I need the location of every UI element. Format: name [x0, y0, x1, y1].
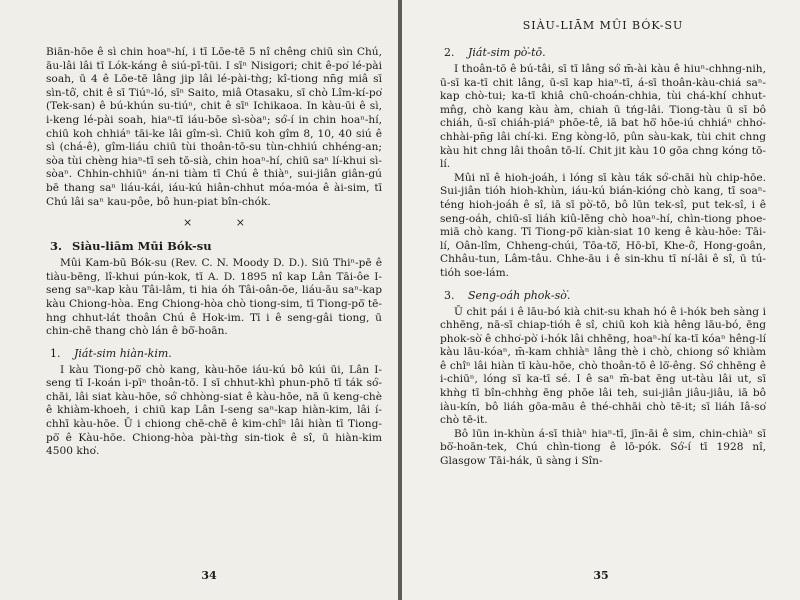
- section-intro-paragraph: Mûi Kam-bū Bók-su (Rev. C. N. Moody D. D.). Siū Thiⁿ-pē ê tiàu-bēng, lî-khui pún-kok, tī A. D. 1895 nî kap Lân Tāi-ôe I-seng saⁿ-kap kàu Tâi-lâm, ti hia óh Tâi-oân-ōe, liáu-āu saⁿ-kap kàu Chiong-hòa. Eng Chiong-hòa chò tiong-sim, tī Tiong-pō͘ tē-hng chhut-lát thoân Chú ê Hok-im. Tī i ê seng-gâi tiong, ū chin-chē thang chò lán ê bō͘-hoān.: [46, 257, 382, 338]
- subsection-title: Seng-oáh phok-sò͘.: [468, 288, 571, 302]
- running-header: SIÀU-LIĀM MÛI BÓK-SU: [522, 19, 684, 32]
- body-paragraph: Bô lūn in-khùn á-sī thiàⁿ hiaⁿ-tī, jīn-āi ê sim, chin-chiàⁿ sī bō͘-hoān-tek, Chú chìn-tiong ê lō-pók. Só͘-í tī 1928 nî, Glasgow Tāi-hák, ū sàng i Sîn-: [440, 427, 766, 468]
- left-page: [0, 0, 398, 600]
- page-number-left: 34: [201, 569, 217, 582]
- subsection-title: Jiát-sim pò͘-tō.: [468, 46, 546, 59]
- body-paragraph: I thoân-tō ê bú-tâi, sī tī lâng só͘ m̄-ài kàu ê hiuⁿ-chhng-nih, ū-sī ka-tī chit lâng, ū-sī kap hiaⁿ-tī, á-sī thoân-kàu-chiá saⁿ-kap chò-tui; ka-tī khiâ chū-choán-chhia, tùi chá-khí chhut-mn̂g, chò kang kàu àm, chiah ū tńg-lâi. Tiong-tàu ū sī bô chiáh, ū-sī chiáh-piáⁿ phōe-tê, iā bat hō͘ hōe-iú chhiáⁿ chho͘-chhài-pn̄g lâi chí-ki. Eng kòng-lō, pûn sàu-kak, tùi chit chng kàu hit chng lâi thoân tō-lí. Chit jit kàu 10 gōa chng kóng tō-lí.: [440, 63, 766, 171]
- section-separator: × ×: [183, 216, 245, 230]
- subsection-heading-3: [444, 289, 766, 302]
- subsection-heading-2: [444, 46, 766, 59]
- subsection-paragraph: I kàu Tiong-pō͘ chò kang, kàu-hōe iáu-kú bô kúi ūi, Lân I-seng tī I-koán i-pīⁿ thoân-tō. I sī chhut-khì phun-phō tī ták só͘-chāi, lâi siat kàu-hōe, só͘ chhòng-siat ê kàu-hōe, nā ū keng-chè ê khiàm-khoeh, i chiū kap Lân I-seng saⁿ-kap hiàn-kim, lâi í-chhī kàu-hōe. Ū i chiong chē-chē ê kim-chîⁿ lâi hiàn tī Tiong-pō͘ ê Kàu-hōe. Chiong-hòa pài-tǹg sin-tiok ê sî, ū hiàn-kim 4500 kho͘.: [46, 363, 382, 458]
- subsection-title: Jiát-sim hiàn-kim.: [74, 346, 172, 360]
- section-title: Siàu-liām Mūi Bók-su: [72, 239, 212, 254]
- subsection-number: 1.: [50, 346, 61, 360]
- section-number: 3.: [50, 239, 63, 254]
- right-page: [402, 0, 800, 600]
- page-number-right: 35: [593, 569, 609, 582]
- body-paragraph: Mûi nī ê hioh-joáh, i lóng sī kàu ták só͘-chāi hù chip-hōe. Sui-jiân tióh hioh-khùn, iáu-kú bián-kióng chò kang, tī soaⁿ-téng hioh-joáh ê sî, iā sī pò͘-tō, bô lūn tek-sî, put tek-sî, i ê seng-oáh, chiū-sī liáh kiû-lēng chò hoaⁿ-hí, chìn-tiong phoe-miā chò kang. Tī Tiong-pō͘ kiàn-siat 10 keng ê kàu-hōe: Tāi-lí, Oân-lîm, Chheng-chúi, Tōa-tō͘, Hō-bī, Khe-ô͘, Hong-goân, Chhâu-tun, Lâm-tâu. Chhe-āu i ê sin-khu tī ní-lâi ê sî, ū tú-tióh soe-lám.: [440, 171, 766, 279]
- subsection-heading: [50, 347, 382, 360]
- continued-paragraph: Biān-hōe ê sì chin hoaⁿ-hí, i tī Lōe-tē 5 nî chêng chiū sìn Chú, āu-lâi lâi tī Lók-káng ê siú-pī-tūi. I sīⁿ Nisigori; chit ê-po͘ lé-pài soah, ū 4 ê Lōe-tē lâng jip lâi lé-pài-tǹg; kî-tiong nn̄g miâ sī sìn-tô͘, chit ê sī Tiúⁿ-ló, sīⁿ Saito, miâ Otasaku, sī chò Lîm-kí-po͘ (Tek-san) ê bú-khún su-tiúⁿ, chit ê sīⁿ Ichikaoa. In kàu-ūi ê sì, i-keng lé-pài soah, hiaⁿ-tī iáu-bōe sì-sòaⁿ; só͘-í in chin hoaⁿ-hí, chiū koh chhiáⁿ tāi-ke lâi gîm-sì. Chiū koh gîm 8, 10, 40 siú ê sì (chá-ê), gîm-liáu chiū tùi thoân-tō-su tùn-chhiú chhéng-an; sòa tùi chèng hiaⁿ-tī seh tō-sià, chin hoaⁿ-hí, chiū saⁿ lí-khui sì-sòaⁿ. Chhin-chhiūⁿ án-ni tiàm tī Chú ê thiàⁿ, sui-jiân giân-gú bē thang saⁿ liáu-kái, iáu-kú hiân-chhut móa-móa ê ài-sim, tī Chú lâi saⁿ kau-pôe, bô hun-piat bîn-chók.: [46, 46, 382, 208]
- body-paragraph: Ū chit pái i ê lāu-bó kià chit-su khah hó ê i-hók beh sàng i chhēng, nā-sī chiap-tióh ê sî, chiū koh kià hêng lāu-bó, ēng phok-sò͘ ê chho͘-pò͘ i-hók lâi chhēng, hoaⁿ-hí ka-tī kóaⁿ hêng-lí kàu lāu-kóaⁿ, m̄-kam chhiàⁿ lâng thè i chò, chiong só͘ khiàm ê chîⁿ lâi hiàn tī kàu-hōe, chò thoân-tō ê lō͘-êng. Só͘ chhēng ê i-chiūⁿ, lóng sī ka-tī sé. I ê saⁿ m̄-bat ēng ut-tàu lâi ut, sī khǹg tī bîn-chhǹg ēng phōe lâi teh, sui-jiân jiâu-jiâu, iā bô iàu-kín, bô liáh gōa-māu ê thé-chhāi chò tē-it; sī liáh Iâ-so͘ chò tē-it.: [440, 305, 766, 427]
- section-heading: [50, 239, 382, 253]
- left-header-spacer: [46, 16, 382, 36]
- subsection-number: 2.: [444, 46, 455, 59]
- subsection-number: 3.: [444, 288, 455, 302]
